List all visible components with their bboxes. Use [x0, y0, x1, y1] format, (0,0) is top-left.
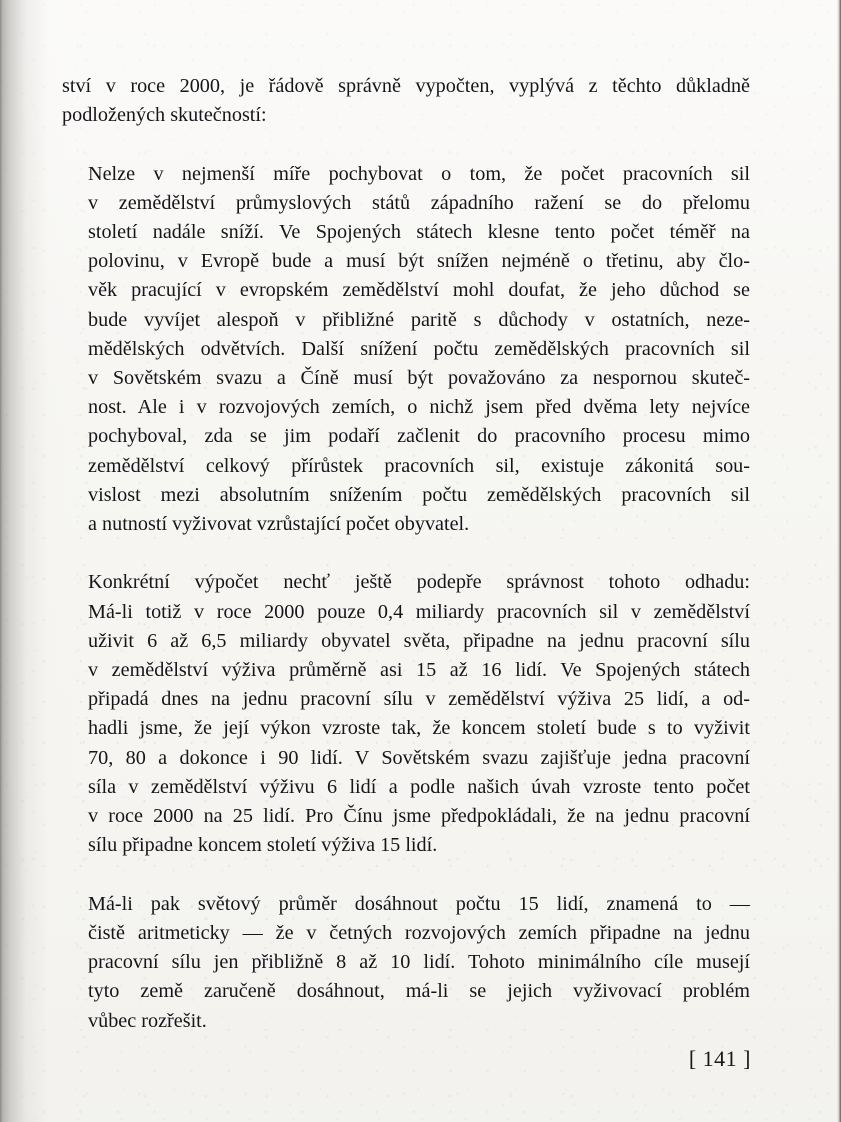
text-line: nost. Ale i v rozvojových zemích, o nichž jsem před dvěma lety nejvíce — [88, 396, 750, 419]
text-line: Má-li pak světový průměr dosáhnout počtu 15 lidí, znamená to — — [88, 892, 750, 915]
text-line: v Sovětském svazu a Číně musí být považováno za nespornou skuteč- — [88, 367, 750, 390]
text-line: ství v roce 2000, je řádově správně vypočten, vyplývá z těchto důkladně — [62, 75, 750, 97]
text-line: v zemědělství výživa průměrně asi 15 až 16 lidí. Ve Spojených státech — [88, 659, 750, 682]
text-line: pracovní sílu jen přibližně 8 až 10 lidí. Tohoto minimálního cíle musejí — [88, 951, 750, 974]
text-line: připadá dnes na jednu pracovní sílu v zemědělství výživa 25 lidí, a od- — [88, 688, 750, 711]
text-line: bude vyvíjet alespoň v přibližné paritě s důchody v ostatních, neze- — [88, 308, 750, 331]
page-number: [ 141 ] — [688, 1046, 751, 1071]
text-line: Konkrétní výpočet nechť ještě podepře správnost tohoto odhadu: — [88, 571, 750, 594]
text-line: vůbec rozřešit. — [88, 1009, 207, 1032]
paragraph — [62, 72, 750, 160]
text-line: 70, 80 a dokonce i 90 lidí. V Sovětském svazu zajišťuje jedna pracovní — [88, 746, 750, 769]
scan-left-edge-shadow — [0, 0, 3, 1122]
text-line: sílu připadne koncem století výživa 15 lidí. — [88, 834, 438, 857]
text-line: podložených skutečností: — [62, 104, 267, 127]
scan-right-edge-rule — [837, 0, 841, 1122]
text-line: zemědělství celkový přírůstek pracovních sil, existuje zákonitá sou- — [88, 454, 750, 477]
text-line: polovinu, v Evropě bude a musí být snížen nejméně o třetinu, aby člo- — [88, 250, 750, 273]
text-line: síla v zemědělství výživu 6 lidí a podle našich úvah vzroste tento počet — [88, 775, 750, 798]
text-line: pochyboval, zda se jim podaří začlenit do pracovního procesu mimo — [88, 425, 750, 448]
paragraph — [62, 568, 750, 889]
text-line: Má-li totiž v roce 2000 pouze 0,4 miliardy pracovních sil v zemědělství — [88, 600, 750, 623]
text-line: a nutností vyživovat vzrůstající počet obyvatel. — [88, 513, 470, 536]
text-line: vislost mezi absolutním snížením počtu zemědělských pracovních sil — [88, 483, 750, 506]
text-line: uživit 6 až 6,5 miliardy obyvatel světa, připadne na jednu pracovní sílu — [88, 629, 750, 652]
text-line: tyto země zaručeně dosáhnout, má-li se jejich vyživovací problém — [88, 980, 750, 1003]
text-line: v roce 2000 na 25 lidí. Pro Čínu jsme předpokládali, že na jednu pracovní — [88, 805, 750, 828]
paragraph — [62, 890, 750, 1065]
text-line: století nadále sníží. Ve Spojených státech klesne tento počet téměř na — [88, 221, 750, 244]
text-line: Nelze v nejmenší míře pochybovat o tom, že počet pracovních sil — [88, 162, 750, 185]
text-line: hadli jsme, že její výkon vzroste tak, že koncem století bude s to vyživit — [88, 717, 750, 740]
text-line: mědělských odvětvích. Další snížení počtu zemědělských pracovních sil — [88, 337, 750, 360]
paragraph — [62, 160, 750, 569]
text-line: v zemědělství průmyslových států západního ražení se do přelomu — [88, 191, 750, 214]
page-text-block — [62, 72, 750, 1065]
text-line: čistě aritmeticky — že v četných rozvojových zemích připadne na jednu — [88, 921, 750, 944]
text-line: věk pracující v evropském zemědělství mohl doufat, že jeho důchod se — [88, 279, 750, 302]
